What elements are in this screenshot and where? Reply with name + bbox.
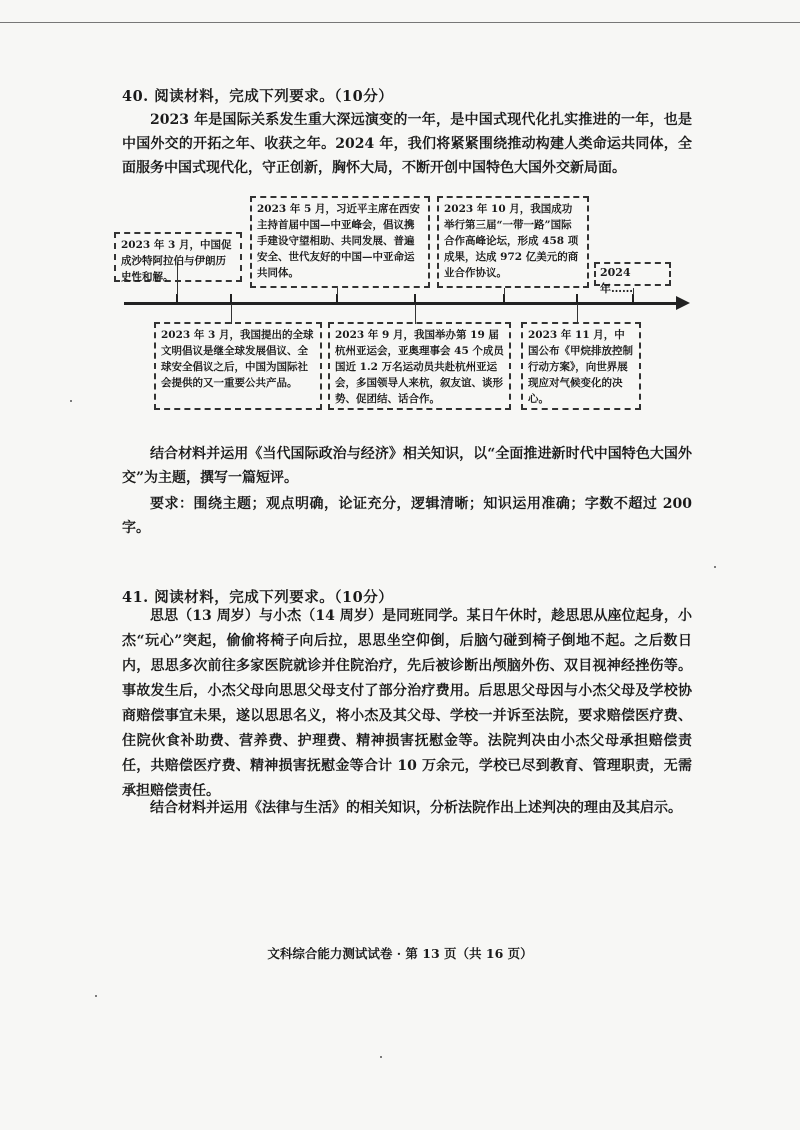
timeline-event-box: 2023 年 9 月，我国举办第 19 届杭州亚运会，亚奥理事会 45 个成员国近 1.2 万名运动员共赴杭州亚运会，多国领导人来杭，叙友谊、谈形势、促团结、话合作。 (328, 322, 511, 410)
timeline-arrow-icon (676, 296, 690, 310)
timeline-event-box: 2024 年…… (594, 262, 671, 286)
timeline-tick (503, 294, 505, 302)
q40-requirements: 要求：围绕主题；观点明确，论证充分，逻辑清晰；知识运用准确；字数不超过 200 字。 (122, 496, 692, 536)
timeline-axis (124, 302, 680, 305)
timeline-connector (337, 288, 338, 295)
timeline-event-box: 2023 年 11 月，中国公布《甲烷排放控制行动方案》，向世界展现应对气候变化的决心。 (521, 322, 641, 410)
q41-title: 41. 阅读材料，完成下列要求。（10分） (122, 589, 394, 606)
timeline-tick (176, 294, 178, 302)
timeline-event-box: 2023 年 10 月，我国成功举行第三届“一带一路”国际合作高峰论坛，形成 458 项成果，达成 972 亿美元的商业合作协议。 (437, 196, 589, 288)
q41-material: 思思（13 周岁）与小杰（14 周岁）是同班同学。某日午休时，趁思思从座位起身，小杰“玩心”突起，偷偷将椅子向后拉，思思坐空仰倒，后脑勺碰到椅子倒地不起。之后数日内，思思多次前往多家医院就诊并住院治疗，先后被诊断出颅脑外伤、双目视神经挫伤等。事故发生后，小杰父母向思思父母支付了部分治疗费用。后思思父母因与小杰父母及学校协商赔偿事宜未果，遂以思思名义，将小杰及其父母、学校一并诉至法院，要求赔偿医疗费、住院伙食补助费、营养费、护理费、精神损害抚慰金等。法院判决由小杰父母承担赔偿责任，共赔偿医疗费、精神损害抚慰金等合计 10 万余元，学校已尽到教育、管理职责，无需承担赔偿责任。 (122, 608, 692, 799)
timeline-tick (414, 294, 416, 302)
scan-speck (70, 400, 72, 402)
timeline-connector (633, 288, 634, 295)
timeline-connector (415, 304, 416, 324)
timeline-diagram (110, 192, 690, 417)
q40-intro: 2023 年是国际关系发生重大深远演变的一年，是中国式现代化扎实推进的一年，也是中国外交的开拓之年、收获之年。2024 年，我们将紧紧围绕推动构建人类命运共同体，全面服务中国式现代化，守正创新，胸怀大局，不断开创中国特色大国外交新局面。 (122, 112, 692, 176)
scan-speck (95, 995, 97, 997)
scan-speck (714, 566, 716, 568)
timeline-event-box: 2023 年 5 月，习近平主席在西安主持首届中国—中亚峰会，倡议携手建设守望相助、共同发展、普遍安全、世代友好的中国—中亚命运共同体。 (250, 196, 430, 288)
page-footer: 文科综合能力测试试卷 · 第 13 页（共 16 页） (267, 946, 533, 961)
page-top-rule (0, 22, 800, 23)
timeline-tick (230, 294, 232, 302)
scan-speck (380, 1056, 382, 1058)
timeline-connector (577, 304, 578, 324)
timeline-connector (504, 288, 505, 295)
q40-task: 结合材料并运用《当代国际政治与经济》相关知识，以“全面推进新时代中国特色大国外交”为主题，撰写一篇短评。 (122, 446, 692, 486)
timeline-connector (231, 304, 232, 324)
timeline-event-box: 2023 年 3 月，中国促成沙特阿拉伯与伊朗历史性和解。 (114, 232, 242, 282)
q40-title: 40. 阅读材料，完成下列要求。（10分） (122, 88, 394, 105)
timeline-tick (576, 294, 578, 302)
timeline-tick (336, 294, 338, 302)
q41-task: 结合材料并运用《法律与生活》的相关知识，分析法院作出上述判决的理由及其启示。 (150, 800, 682, 816)
timeline-event-box: 2023 年 3 月，我国提出的全球文明倡议是继全球发展倡议、全球安全倡议之后，中国为国际社会提供的又一重要公共产品。 (154, 322, 322, 410)
